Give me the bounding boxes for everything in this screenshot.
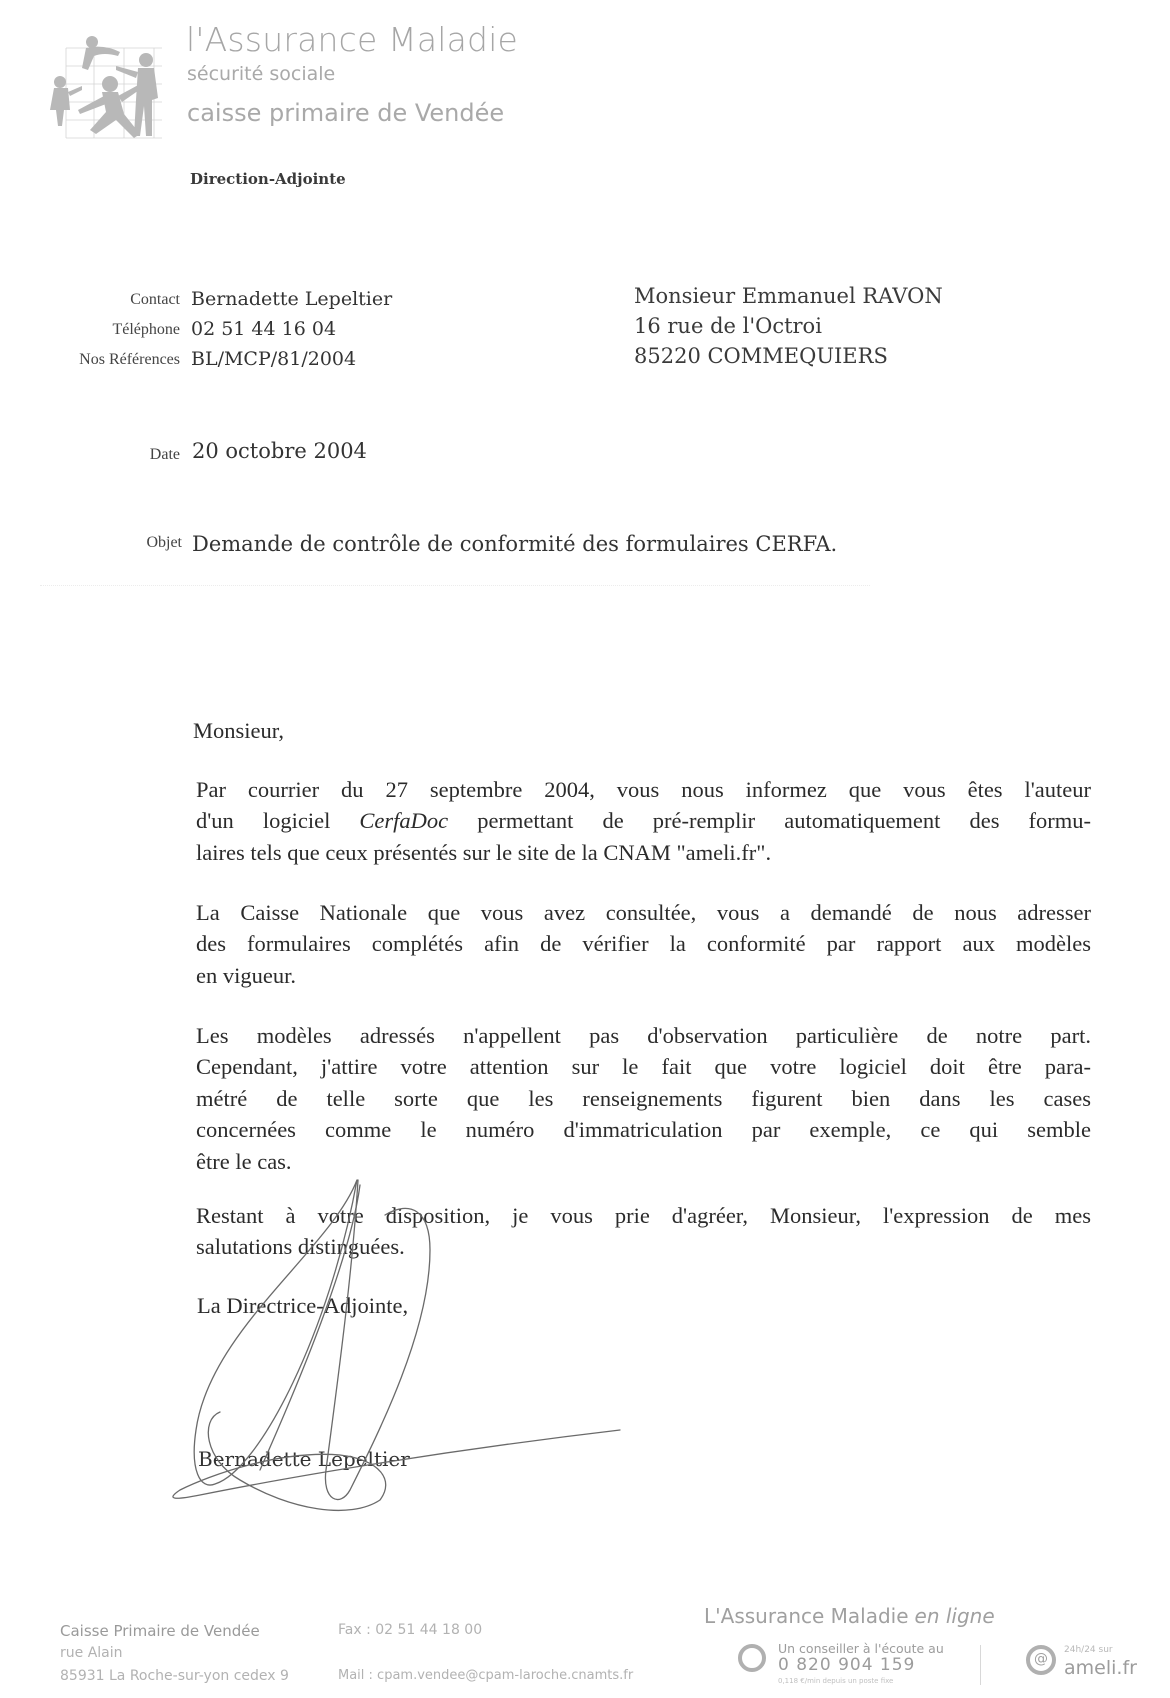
web-intro: 24h/24 sur xyxy=(1064,1645,1113,1655)
paragraph-3-line: être le cas. xyxy=(196,1148,292,1174)
contact-value: Bernadette Lepeltier xyxy=(191,288,393,310)
paragraph-2 xyxy=(196,897,1091,991)
brand-title: l'Assurance Maladie xyxy=(186,20,519,59)
paragraph-3-line: métré de telle sorte que les renseignements figurent bien dans les cases xyxy=(196,1085,1091,1111)
contact-label: Contact xyxy=(130,291,180,308)
subject-value: Demande de contrôle de conformité des formulaires CERFA. xyxy=(192,532,838,556)
paragraph-1-text: d'un logiciel xyxy=(196,808,360,834)
brand-branch: caisse primaire de Vendée xyxy=(187,99,505,127)
phone-intro: Un conseiller à l'écoute au xyxy=(778,1641,944,1656)
paragraph-3 xyxy=(196,1020,1091,1177)
website-link[interactable]: ameli.fr xyxy=(1064,1657,1137,1679)
recipient-street: 16 rue de l'Octroi xyxy=(634,314,822,338)
scan-artifact-line xyxy=(40,585,870,587)
recipient-name: Monsieur Emmanuel RAVON xyxy=(634,284,943,308)
online-brand-name: L'Assurance Maladie xyxy=(704,1604,909,1628)
department-label: Direction-Adjointe xyxy=(190,170,346,188)
brand-subtitle: sécurité sociale xyxy=(187,63,336,85)
people-figures-logo-icon xyxy=(44,26,174,144)
paragraph-2-line: des formulaires complétés afin de vérifier la conformité par rapport aux modèles xyxy=(196,931,1091,957)
at-sign-icon: @ xyxy=(1026,1645,1056,1675)
date-label: Date xyxy=(149,446,180,463)
paragraph-3-line: concernées comme le numéro d'immatriculation par exemple, ce qui semble xyxy=(196,1117,1091,1143)
paragraph-1-text: permettant de pré-remplir automatiquement des formu- xyxy=(448,808,1091,834)
footer-mail-link[interactable]: Mail : cpam.vendee@cpam-laroche.cnamts.fr xyxy=(338,1668,634,1683)
footer-fax: Fax : 02 51 44 18 00 xyxy=(338,1622,483,1638)
paragraph-2-line: en vigueur. xyxy=(196,962,296,988)
phone-label: Téléphone xyxy=(112,321,180,338)
signatory-name: Bernadette Lepeltier xyxy=(198,1447,410,1471)
footer-org-name: Caisse Primaire de Vendée xyxy=(60,1622,260,1640)
footer-divider xyxy=(980,1645,981,1685)
reference-value: BL/MCP/81/2004 xyxy=(191,348,357,370)
date-value: 20 octobre 2004 xyxy=(192,439,367,463)
closing-paragraph xyxy=(196,1200,1091,1263)
software-name: CerfaDoc xyxy=(359,808,449,834)
phone-number[interactable]: 0 820 904 159 xyxy=(778,1655,916,1675)
paragraph-1-line-3: laires tels que ceux présentés sur le site de la CNAM "ameli.fr". xyxy=(196,839,772,865)
subject-label: Objet xyxy=(146,534,182,551)
online-brand-suffix: en ligne xyxy=(914,1604,995,1628)
paragraph-3-line: Les modèles adressés n'appellent pas d'observation particulière de notre part. xyxy=(196,1023,1091,1048)
signatory-title: La Directrice-Adjointe, xyxy=(197,1293,409,1318)
salutation: Monsieur, xyxy=(193,718,284,743)
paragraph-1-line-1: Par courrier du 27 septembre 2004, vous nous informez que vous êtes l'auteur xyxy=(196,777,1091,802)
recipient-city: 85220 COMMEQUIERS xyxy=(634,344,888,368)
paragraph-1-line-2 xyxy=(196,805,1091,836)
phone-circle-icon xyxy=(738,1644,766,1672)
closing-line: salutations distinguées. xyxy=(196,1234,405,1260)
paragraph-2-line: La Caisse Nationale que vous avez consultée, vous a demandé de nous adresser xyxy=(196,900,1091,925)
footer-city: 85931 La Roche-sur-yon cedex 9 xyxy=(60,1668,289,1684)
paragraph-1 xyxy=(196,774,1091,868)
phone-cost: 0,118 €/min depuis un poste fixe xyxy=(778,1677,894,1685)
footer-street: rue Alain xyxy=(60,1645,123,1661)
footer-online-brand xyxy=(704,1604,995,1628)
phone-value: 02 51 44 16 04 xyxy=(191,318,337,340)
reference-label: Nos Références xyxy=(79,351,180,368)
paragraph-3-line: Cependant, j'attire votre attention sur le fait que votre logiciel doit être para- xyxy=(196,1054,1091,1080)
closing-line: Restant à votre disposition, je vous prie d'agréer, Monsieur, l'expression de mes xyxy=(196,1203,1091,1228)
